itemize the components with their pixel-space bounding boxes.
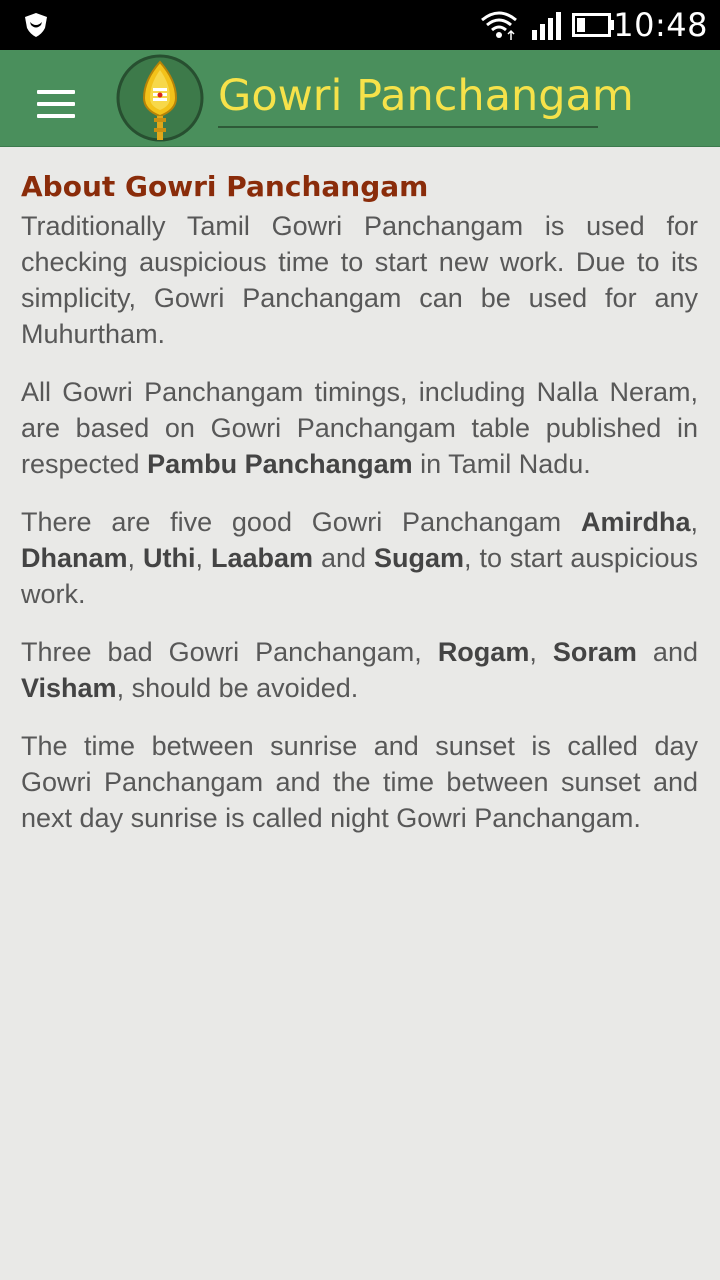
app-title-i: i (330, 71, 343, 121)
hamburger-menu-icon[interactable] (30, 78, 80, 118)
page-heading: About Gowri Panchangam (21, 170, 429, 203)
app-bar (0, 50, 720, 147)
paragraph-day-night: The time between sunrise and sunset is called day Gowri Panchangam and the time between sunset and next day sunrise is called night Gowri Panchangam. (21, 731, 698, 833)
paragraph-timings: All Gowri Panchangam timings, including Nalla Neram, are based on Gowri Panchangam table published in respected Pambu Panchangam in Tamil Nadu. (21, 377, 698, 479)
app-title: Gowri Panchangam (218, 71, 634, 121)
wifi-icon (480, 10, 518, 42)
status-bar (0, 0, 720, 50)
about-content (21, 166, 698, 858)
signal-icon (530, 10, 564, 40)
paragraph-good-periods: There are five good Gowri Panchangam Amirdha, Dhanam, Uthi, Laabam and Sugam, to start auspicious work. (21, 507, 698, 609)
battery-icon (572, 12, 616, 38)
pambu-panchangam-text: Pambu Panchangam (147, 449, 413, 479)
paragraph-bad-periods: Three bad Gowri Panchangam, Rogam, Soram and Visham, should be avoided. (21, 637, 698, 703)
title-underline (218, 126, 598, 128)
paragraph-intro: Traditionally Tamil Gowri Panchangam is used for checking auspicious time to start new work. Due to its simplicity, Gowri Panchangam can be used for any Muhurtham. (21, 211, 698, 349)
shield-icon (24, 12, 48, 38)
clock: 10:48 (613, 6, 708, 44)
vel-spear-logo-icon (116, 54, 204, 142)
